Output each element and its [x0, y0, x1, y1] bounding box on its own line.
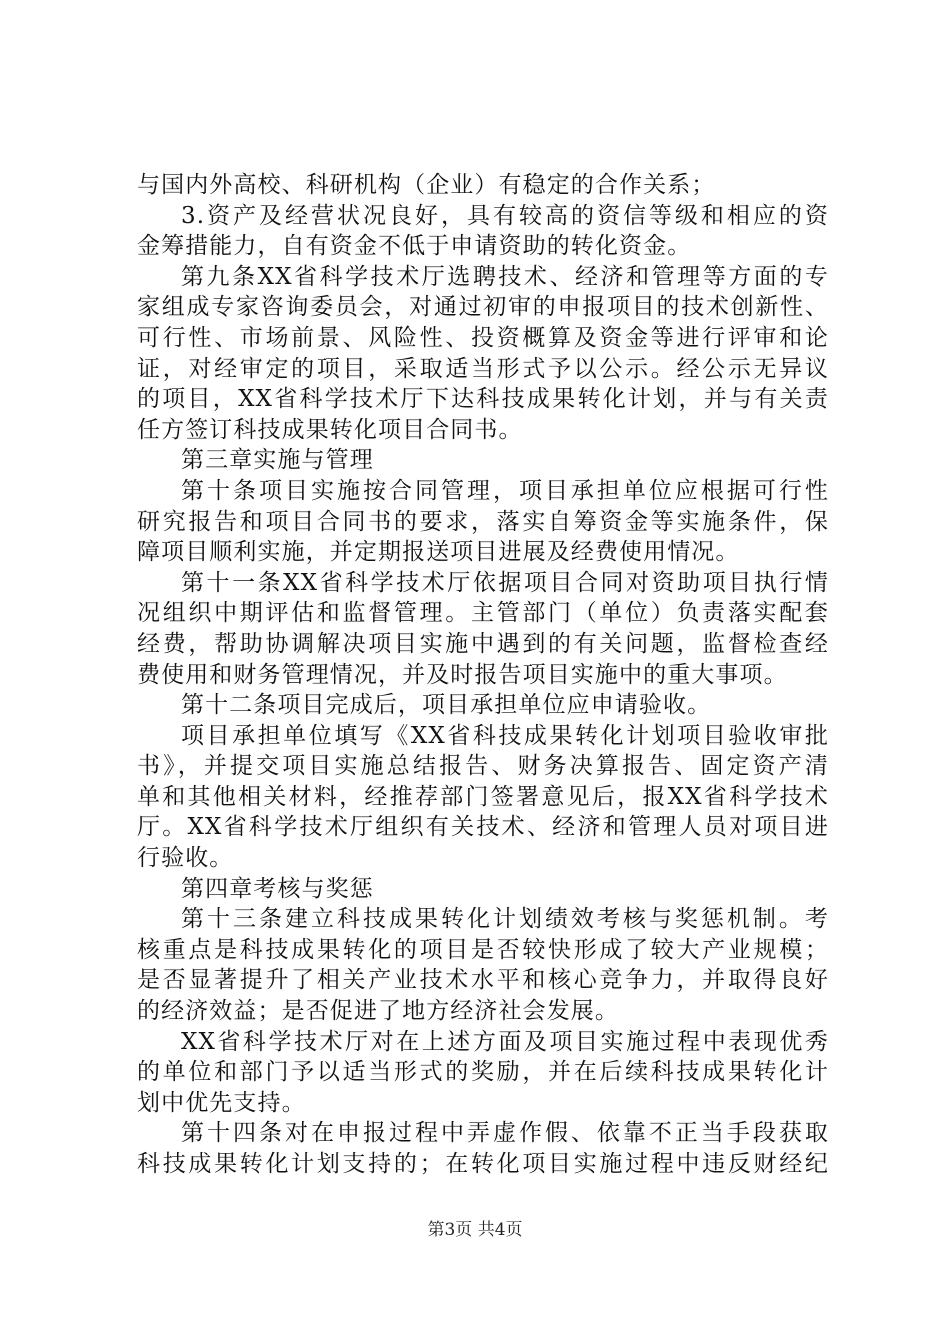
text-line: 研究报告和项目合同书的要求，落实自筹资金等实施条件，保 [137, 508, 829, 535]
text-line: 况组织中期评估和监督管理。主管部门（单位）负责落实配套 [137, 600, 829, 627]
text-line: 任方签订科技成果转化项目合同书。 [137, 416, 523, 443]
text-line: 第十三条建立科技成果转化计划绩效考核与奖惩机制。考 [181, 906, 829, 933]
text-line: 第十条项目实施按合同管理，项目承担单位应根据可行性 [181, 477, 829, 504]
text-line: 第十二条项目完成后，项目承担单位应申请验收。 [181, 692, 712, 719]
text-line: 核重点是科技成果转化的项目是否较快形成了较大产业规模； [137, 936, 829, 963]
text-line: 划中优先支持。 [137, 1089, 306, 1116]
page-footer [0, 1218, 950, 1242]
text-line: 厅。XX省科学技术厅组织有关技术、经济和管理人员对项目进 [137, 814, 829, 841]
text-line: 第十一条XX省科学技术厅依据项目合同对资助项目执行情 [181, 569, 829, 596]
text-line: 第四章考核与奖惩 [181, 875, 374, 902]
text-line: 证，对经审定的项目，采取适当形式予以公示。经公示无异议 [137, 355, 829, 382]
text-line: 第十四条对在申报过程中弄虚作假、依靠不正当手段获取 [181, 1120, 829, 1147]
text-line: 3.资产及经营状况良好，具有较高的资信等级和相应的资 [181, 202, 829, 229]
text-line: 书》，并提交项目实施总结报告、财务决算报告、固定资产清 [137, 753, 829, 780]
text-line: 与国内外高校、科研机构（企业）有稳定的合作关系； [137, 172, 716, 198]
text-line: 经费，帮助协调解决项目实施中遇到的有关问题，监督检查经 [137, 630, 829, 657]
text-line: 费使用和财务管理情况，并及时报告项目实施中的重大事项。 [137, 661, 788, 688]
text-line: 家组成专家咨询委员会，对通过初审的申报项目的技术创新性、 [137, 294, 829, 321]
text-line: 第九条XX省科学技术厅选聘技术、经济和管理等方面的专 [181, 263, 829, 290]
text-line: 金筹措能力，自有资金不低于申请资助的转化资金。 [137, 233, 692, 260]
text-line: 科技成果转化计划支持的；在转化项目实施过程中违反财经纪 [137, 1151, 829, 1177]
document-body [137, 170, 829, 1180]
text-line: 第三章实施与管理 [181, 447, 374, 474]
text-line: 项目承担单位填写《XX省科技成果转化计划项目验收审批 [181, 722, 829, 749]
text-line: 的项目，XX省科学技术厅下达科技成果转化计划，并与有关责 [137, 386, 829, 413]
text-line: 障项目顺利实施，并定期报送项目进展及经费使用情况。 [137, 539, 740, 566]
page-number-label: 第3页 共4页 [427, 1220, 523, 1240]
text-line: 是否显著提升了相关产业技术水平和核心竞争力，并取得良好 [137, 967, 829, 994]
text-line: 的单位和部门予以适当形式的奖励，并在后续科技成果转化计 [137, 1059, 829, 1086]
text-line: 的经济效益；是否促进了地方经济社会发展。 [137, 998, 619, 1025]
text-line: XX省科学技术厅对在上述方面及项目实施过程中表现优秀 [181, 1028, 829, 1055]
text-line: 单和其他相关材料，经推荐部门签署意见后，报XX省科学技术 [137, 783, 829, 810]
text-line: 可行性、市场前景、风险性、投资概算及资金等进行评审和论 [137, 324, 829, 351]
text-line: 行验收。 [137, 845, 234, 872]
